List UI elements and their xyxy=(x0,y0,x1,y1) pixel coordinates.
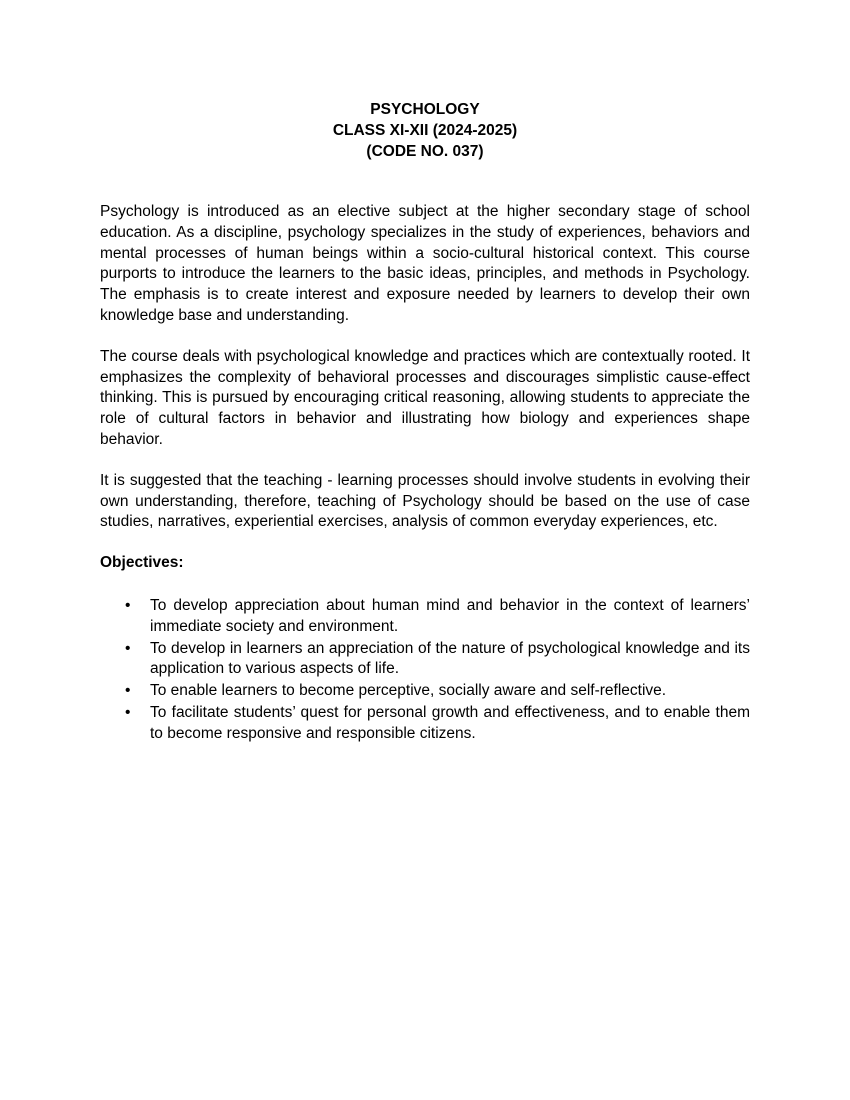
objective-text: To facilitate students’ quest for personal growth and effectiveness, and to enable them to become responsive and responsible citizens. xyxy=(150,703,750,742)
bullet-icon: • xyxy=(125,703,131,721)
list-item xyxy=(100,639,750,681)
subject-title: PSYCHOLOGY xyxy=(370,101,480,118)
class-line: CLASS XI-XII (2024-2025) xyxy=(332,122,518,139)
list-item xyxy=(100,596,750,638)
objectives-list xyxy=(100,596,750,745)
teaching-paragraph: It is suggested that the teaching - learning processes should involve students in evolving their own understanding, therefore, teaching of Psychology should be based on the use of case studies, narratives, experiential exercises, analysis of common everyday experiences, etc. xyxy=(100,471,750,531)
objective-text: To develop appreciation about human mind and behavior in the context of learners’ immediate society and environment. xyxy=(150,596,750,635)
objective-text: To develop in learners an appreciation of the nature of psychological knowledge and its application to various aspects of life. xyxy=(150,639,750,678)
objectives-heading: Objectives: xyxy=(100,554,184,572)
document-header xyxy=(0,99,850,162)
bullet-icon: • xyxy=(125,639,131,657)
list-item xyxy=(100,681,750,702)
document-body xyxy=(100,202,750,746)
list-item xyxy=(100,703,750,745)
objective-text: To enable learners to become perceptive, socially aware and self-reflective. xyxy=(150,682,667,700)
intro-paragraph: Psychology is introduced as an elective subject at the higher secondary stage of school education. As a discipline, psychology specializes in the study of experiences, behaviors and mental processes of human beings within a socio-cultural historical context. This course purports to introduce the learners to the basic ideas, principles, and methods in Psychology. The emphasis is to create interest and exposure needed by learners to develop their own knowledge base and understanding. xyxy=(100,203,750,324)
bullet-icon: • xyxy=(125,596,131,614)
bullet-icon: • xyxy=(125,682,131,700)
course-paragraph: The course deals with psychological knowledge and practices which are contextually rooted. It emphasizes the complexity of behavioral processes and discourages simplistic cause-effect thinking. This is pursued by encouraging critical reasoning, allowing students to appreciate the role of cultural factors in behavior and illustrating how biology and experiences shape behavior. xyxy=(100,347,750,448)
code-line: (CODE NO. 037) xyxy=(366,143,484,160)
